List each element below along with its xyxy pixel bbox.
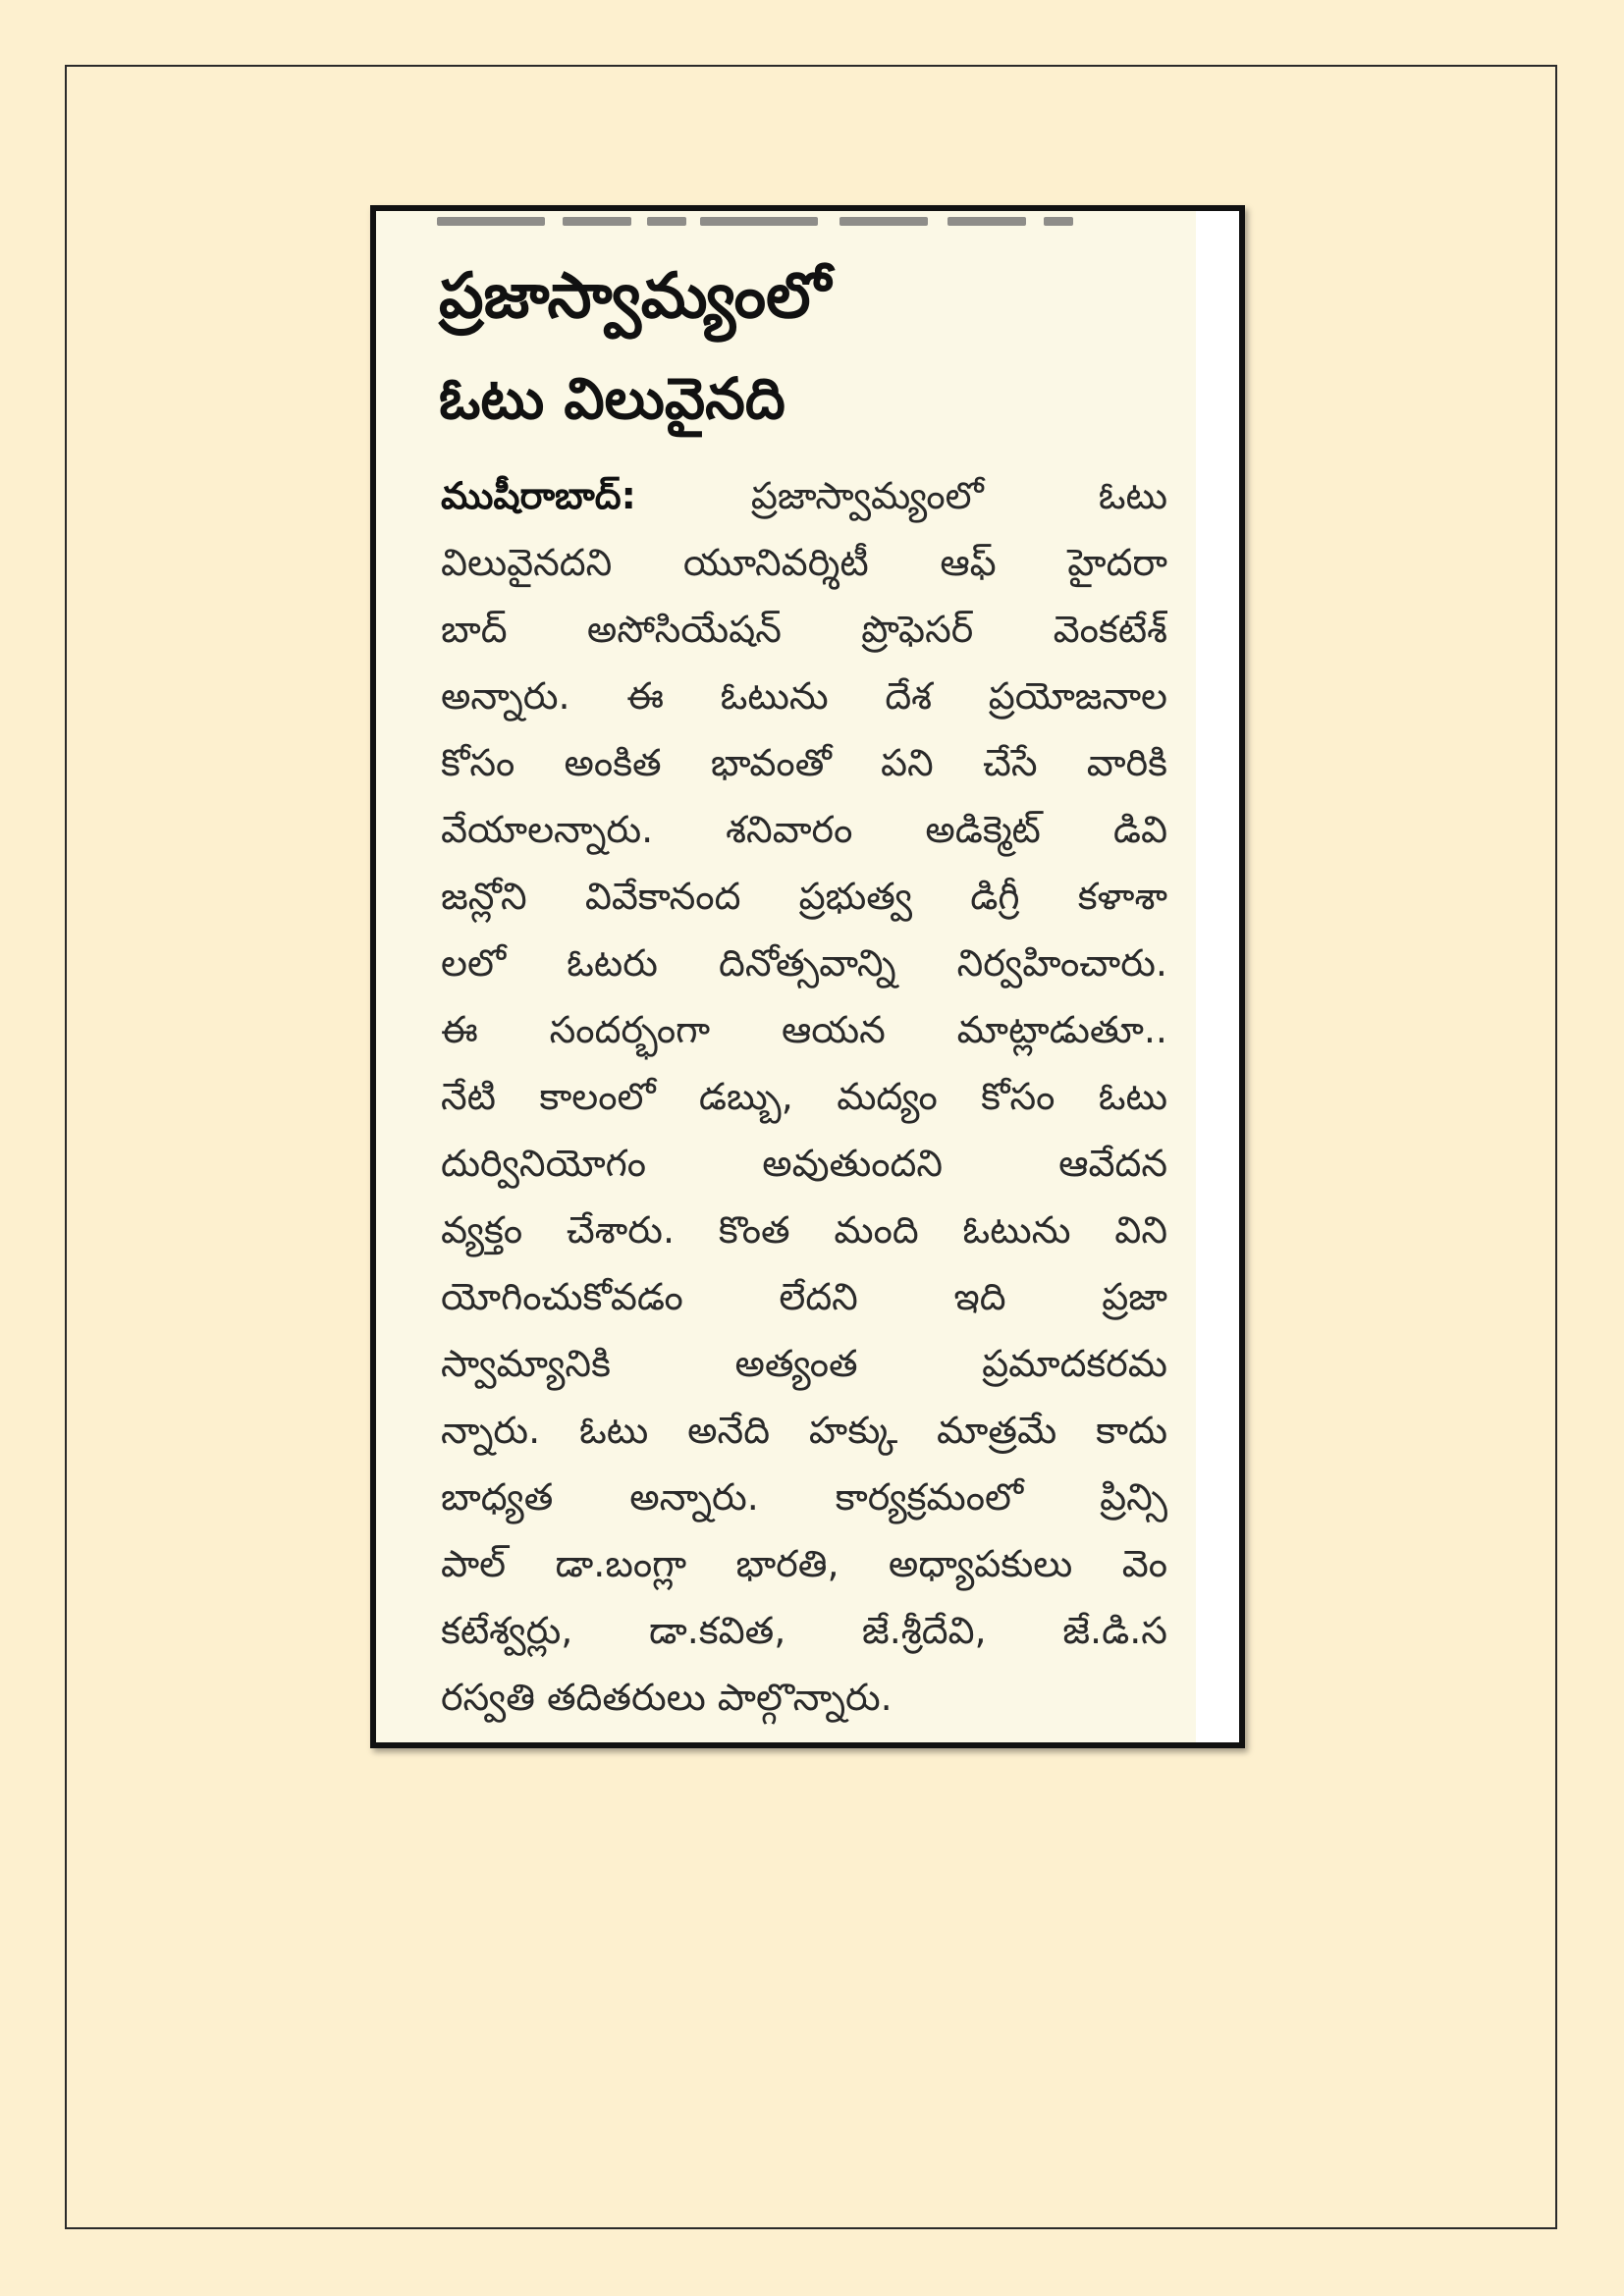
- body-line: విలువైనదని యూనివర్శిటీ ఆఫ్ హైదరా: [441, 541, 1167, 584]
- body-line: లలో ఓటరు దినోత్సవాన్ని నిర్వహించారు.: [441, 941, 1167, 985]
- body-line: న్నారు. ఓటు అనేది హక్కు మాత్రమే కాదు: [441, 1409, 1167, 1452]
- body-line: రస్వతి తదితరులు పాల్గొన్నారు.: [441, 1676, 893, 1719]
- body-line: యోగించుకోవడం లేదని ఇది ప్రజా: [441, 1275, 1167, 1318]
- article-body: [441, 462, 1167, 1731]
- headline-line-2: ఓటు విలువైనది: [439, 365, 785, 432]
- body-line: బాద్ అసోసియేషన్ ప్రొఫెసర్ వెంకటేశ్: [441, 608, 1167, 651]
- body-line: కోసం అంకిత భావంతో పని చేసే వారికి: [441, 741, 1167, 784]
- body-line: జన్లోని వివేకానంద ప్రభుత్వ డిగ్రీ కళాశా: [441, 875, 1167, 918]
- body-line: నేటి కాలంలో డబ్బు, మద్యం కోసం ఓటు: [441, 1075, 1167, 1118]
- body-line: బాధ్యత అన్నారు. కార్యక్రమంలో ప్రిన్సి: [441, 1475, 1167, 1519]
- body-line: వ్యక్తం చేశారు. కొంత మంది ఓటును విని: [441, 1208, 1167, 1252]
- clipping-margin: [1196, 211, 1239, 1742]
- body-line: స్వామ్యానికి అత్యంత ప్రమాదకరమ: [441, 1342, 1167, 1385]
- body-line: అన్నారు. ఈ ఓటును దేశ ప్రయోజనాల: [441, 674, 1167, 718]
- body-line: వేయాలన్నారు. శనివారం అడిక్మెట్ డివి: [441, 808, 1167, 851]
- newspaper-clipping: [370, 205, 1245, 1748]
- cut-off-text-line: [437, 217, 1105, 231]
- body-line: పాల్ డా.బంగ్లా భారతి, అధ్యాపకులు వెం: [441, 1542, 1167, 1585]
- body-line: [441, 462, 1167, 529]
- body-line: ఈ సందర్భంగా ఆయన మాట్లాడుతూ..: [441, 1008, 1167, 1051]
- body-line: కటేశ్వర్లు, డా.కవిత, జే.శ్రీదేవి, జే.డి.స: [441, 1609, 1167, 1652]
- body-line: దుర్వినియోగం అవుతుందని ఆవేదన: [441, 1142, 1167, 1185]
- body-line-text: ప్రజాస్వామ్యంలో ఓటు: [635, 474, 1167, 517]
- dateline: ముషీరాబాద్:: [441, 474, 636, 517]
- headline-line-1: ప్రజాస్వామ్యంలో: [439, 260, 831, 333]
